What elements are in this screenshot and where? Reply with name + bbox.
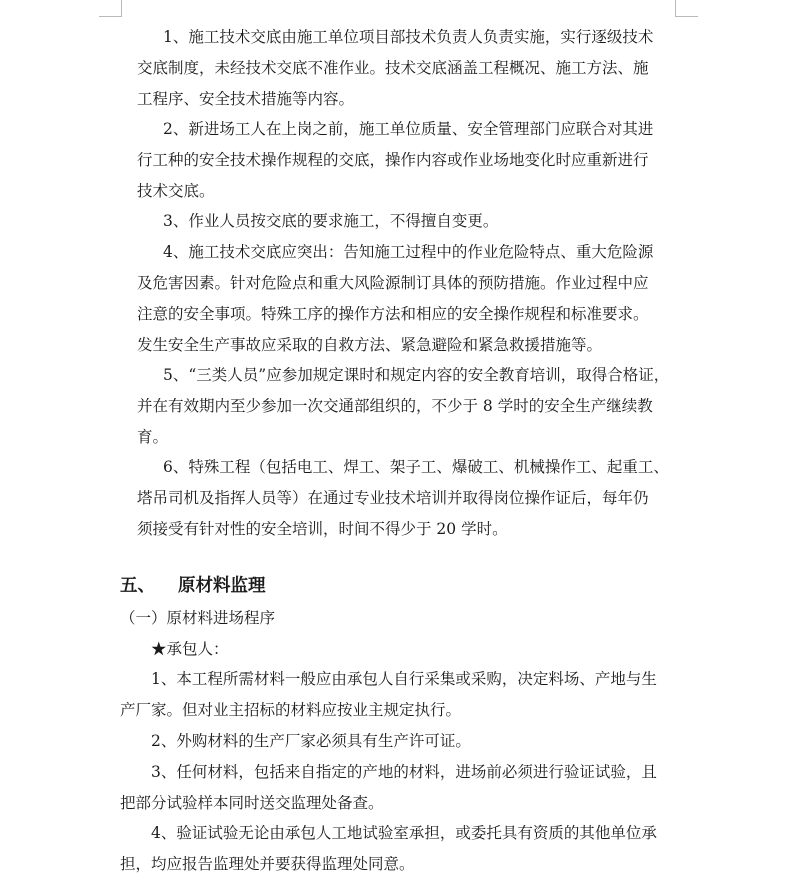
page-corner-mark-left xyxy=(99,0,122,17)
paragraph-line: 担，均应报告监理处并要获得监理处同意。 xyxy=(120,855,415,873)
contractor-label: ★承包人： xyxy=(151,640,229,658)
paragraph-line: 5、“三类人员”应参加规定课时和规定内容的安全教育培训，取得合格证， xyxy=(163,366,670,384)
paragraph-line: 注意的安全事项。特殊工序的操作方法和相应的安全操作规程和标准要求。 xyxy=(137,305,649,323)
paragraph-line: 行工种的安全技术操作规程的交底，操作内容或作业场地变化时应重新进行 xyxy=(137,151,649,169)
page-corner-mark-right xyxy=(675,0,698,17)
paragraph-line: 技术交底。 xyxy=(137,182,215,200)
paragraph-line: 并在有效期内至少参加一次交通部组织的，不少于 8 学时的安全生产继续教 xyxy=(137,397,653,415)
paragraph-line: 2、外购材料的生产厂家必须具有生产许可证。 xyxy=(151,732,471,750)
paragraph-line: 交底制度，未经技术交底不准作业。技术交底涵盖工程概况、施工方法、施 xyxy=(137,59,649,77)
section-number: 五、 xyxy=(120,576,155,596)
paragraph-line: 6、特殊工程（包括电工、焊工、架子工、爆破工、机械操作工、起重工、 xyxy=(163,458,669,476)
paragraph-line: 1、本工程所需材料一般应由承包人自行采集或采购，决定料场、产地与生 xyxy=(151,670,657,688)
paragraph-line: 1、施工技术交底由施工单位项目部技术负责人负责实施，实行逐级技术 xyxy=(163,28,654,46)
paragraph-line: 3、作业人员按交底的要求施工，不得擅自变更。 xyxy=(163,212,499,230)
paragraph-line: 3、任何材料，包括来自指定的产地的材料，进场前必须进行验证试验，且 xyxy=(151,763,657,781)
paragraph-line: 发生安全生产事故应采取的自救方法、紧急避险和紧急救援措施等。 xyxy=(137,336,603,354)
paragraph-line: 及危害因素。针对危险点和重大风险源制订具体的预防措施。作业过程中应 xyxy=(137,274,649,292)
paragraph-line: 须接受有针对性的安全培训，时间不得少于 20 学时。 xyxy=(137,520,508,538)
paragraph-line: 产厂家。但对业主招标的材料应按业主规定执行。 xyxy=(120,701,462,719)
paragraph-line: 2、新进场工人在上岗之前，施工单位质量、安全管理部门应联合对其进 xyxy=(163,120,654,138)
paragraph-line: 育。 xyxy=(137,428,169,446)
paragraph-line: 4、施工技术交底应突出：告知施工过程中的作业危险特点、重大危险源 xyxy=(163,243,654,261)
section-title: 原材料监理 xyxy=(178,576,266,596)
paragraph-line: 把部分试验样本同时送交监理处备查。 xyxy=(120,794,384,812)
subsection-title: （一）原材料进场程序 xyxy=(120,609,276,627)
paragraph-line: 工程序、安全技术措施等内容。 xyxy=(137,90,355,108)
paragraph-line: 塔吊司机及指挥人员等）在通过专业技术培训并取得岗位操作证后，每年仍 xyxy=(137,489,649,507)
paragraph-line: 4、验证试验无论由承包人工地试验室承担，或委托具有资质的其他单位承 xyxy=(151,824,657,842)
